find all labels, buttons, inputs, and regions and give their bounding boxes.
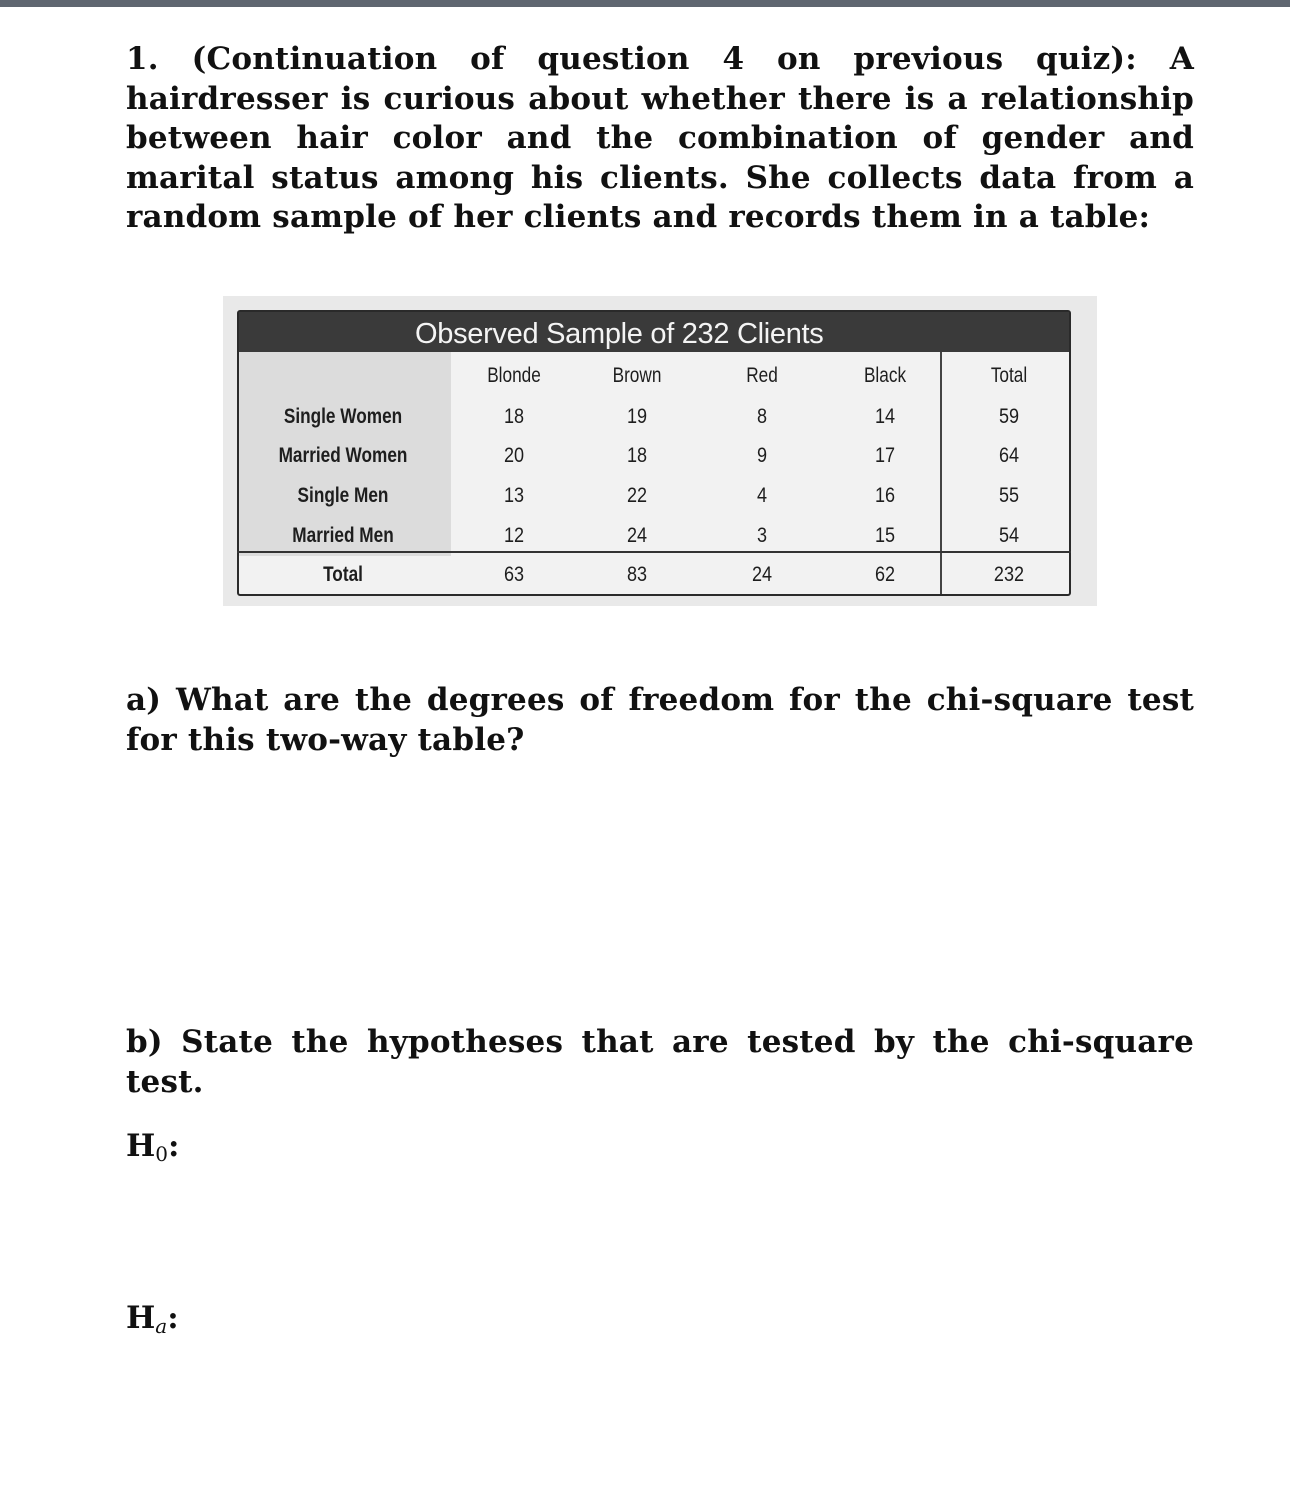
ha-letter: H: [126, 1300, 156, 1336]
part-b-question: b) State the hypotheses that are tested by the chi-square test.: [126, 1024, 1194, 1100]
h0-subscript: 0: [155, 1142, 169, 1166]
row-label-total: Total: [323, 563, 363, 586]
table-cell: 83: [626, 563, 648, 586]
table-cell: 19: [626, 405, 648, 428]
table-cell: 9: [756, 444, 768, 467]
table-cell: 4: [756, 484, 768, 507]
part-a-question: a) What are the degrees of freedom for the chi-square test for this two-way table?: [126, 682, 1194, 758]
alternative-hypothesis-label: [126, 1300, 179, 1338]
table-cell: 59: [998, 405, 1020, 428]
table-cell: 64: [998, 444, 1020, 467]
col-header-black: Black: [863, 364, 907, 387]
table-cell: 3: [756, 524, 768, 547]
table-cell: 22: [626, 484, 648, 507]
ha-subscript: a: [155, 1314, 168, 1338]
question-1: [126, 40, 1194, 238]
null-hypothesis-label: [126, 1128, 179, 1166]
table-cell: 63: [503, 563, 525, 586]
row-label-single-men: Single Men: [297, 484, 389, 507]
table-cell: 24: [751, 563, 773, 586]
table-cell: 14: [874, 405, 896, 428]
table-cell: 232: [993, 563, 1025, 586]
table-cell: 55: [998, 484, 1020, 507]
question-text: (Continuation of question 4 on previous quiz): A hairdresser is curious about whether there is a relationship between hair color and the combination of gender and marital status among his clients. She collects data from a random sample of her clients and records them in a table:: [126, 41, 1194, 235]
table-cell: 12: [503, 524, 525, 547]
col-header-brown: Brown: [612, 364, 662, 387]
question-number: 1.: [126, 41, 159, 77]
total-row-divider: [237, 551, 1071, 553]
table-cell: 17: [874, 444, 896, 467]
table-cell: 54: [998, 524, 1020, 547]
table-cell: 18: [503, 405, 525, 428]
h0-letter: H: [126, 1128, 156, 1164]
table-title: Observed Sample of 232 Clients: [239, 312, 1069, 352]
table-cell: 20: [503, 444, 525, 467]
table-cell: 16: [874, 484, 896, 507]
h0-colon: :: [168, 1128, 180, 1164]
col-header-red: Red: [746, 364, 778, 387]
table-cell: 15: [874, 524, 896, 547]
row-label-married-women: Married Women: [278, 444, 408, 467]
table-cell: 13: [503, 484, 525, 507]
ha-colon: :: [167, 1300, 179, 1336]
table-cell: 62: [874, 563, 896, 586]
table-cell: 8: [756, 405, 768, 428]
top-bar: [0, 0, 1290, 7]
row-label-single-women: Single Women: [283, 405, 403, 428]
table-cell: 18: [626, 444, 648, 467]
total-column-divider: [940, 352, 942, 594]
table-cell: 24: [626, 524, 648, 547]
col-header-blonde: Blonde: [487, 364, 541, 387]
col-header-total: Total: [990, 364, 1028, 387]
row-label-married-men: Married Men: [292, 524, 394, 547]
